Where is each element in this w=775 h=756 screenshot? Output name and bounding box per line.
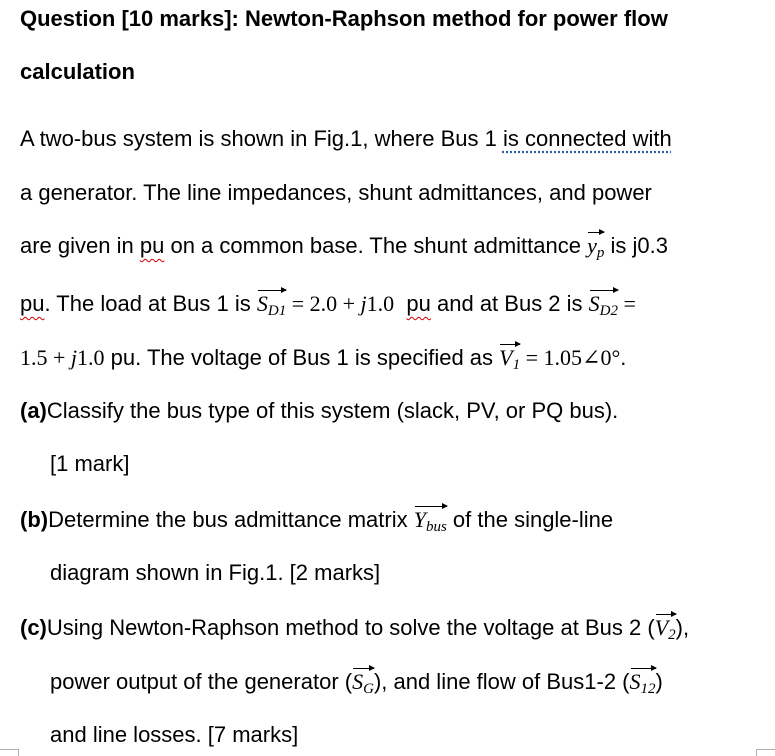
- math-subscript: p: [596, 245, 605, 261]
- intro-line-2: a generator. The line impedances, shunt admittances, and power: [20, 180, 652, 205]
- math-text: 1.0: [77, 345, 105, 370]
- intro-line-4: [20, 293, 636, 319]
- math-symbol: j: [70, 345, 78, 370]
- page-corner-mark-left: [0, 749, 19, 756]
- math-subscript: G: [363, 681, 374, 697]
- math-symbol: y: [587, 233, 597, 258]
- page-corner-mark-right: [756, 749, 775, 756]
- vector-s-12: [630, 671, 656, 697]
- part-c-text: ), and line flow of Bus1-2 (: [373, 669, 630, 694]
- part-b-label: (b): [20, 507, 49, 532]
- question-title-line-1: Question [10 marks]: Newton-Raphson method for power flow: [20, 6, 668, 31]
- math-subscript: bus: [425, 519, 447, 535]
- part-c-text: power output of the generator (: [50, 669, 353, 694]
- math-text: = 1.05∠0°: [520, 345, 621, 370]
- math-symbol: V: [499, 345, 513, 370]
- math-subscript: 12: [640, 681, 656, 697]
- part-c-line-2: [50, 671, 663, 697]
- spellcheck-word-pu: pu: [20, 291, 45, 316]
- part-b-text: Determine the bus admittance matrix: [48, 507, 414, 532]
- math-symbol: j: [360, 291, 367, 316]
- part-c-text: ),: [675, 615, 690, 640]
- math-subscript: 2: [668, 627, 676, 643]
- math-text: =: [618, 291, 636, 316]
- intro-text: pu. The voltage of Bus 1 is specified as: [104, 345, 500, 370]
- intro-text: A two-bus system is shown in Fig.1, where Bus 1: [20, 126, 503, 151]
- math-symbol: V: [654, 615, 669, 640]
- intro-text: . The load at Bus 1 is: [44, 291, 257, 316]
- part-a-text: Classify the bus type of this system (slack, PV, or PQ bus).: [46, 398, 619, 423]
- part-b-text: of the single-line: [446, 507, 614, 532]
- vector-v1: [499, 347, 520, 373]
- intro-text: on a common base. The shunt admittance: [164, 233, 588, 258]
- question-title-line-2: calculation: [20, 59, 135, 84]
- part-c-label: (c): [20, 615, 47, 640]
- math-subscript: D2: [599, 303, 618, 319]
- part-a-line-1: [20, 400, 618, 422]
- math-symbol: S: [256, 291, 268, 316]
- intro-line-1: [20, 128, 672, 150]
- spellcheck-word-pu: pu: [406, 291, 431, 316]
- intro-line-3: [20, 235, 668, 261]
- dotted-underlined-text: is connected with: [502, 126, 672, 151]
- part-a-marks: [1 mark]: [50, 451, 130, 476]
- vector-y-p: [587, 235, 604, 261]
- part-a-label: (a): [20, 398, 47, 423]
- vector-y-bus: [414, 509, 447, 535]
- intro-text: and at Bus 2 is: [430, 291, 589, 316]
- part-c-line-3: and line losses. [7 marks]: [50, 722, 299, 747]
- vector-v2: [655, 617, 676, 643]
- part-c-line-1: [20, 617, 689, 643]
- math-subscript: D1: [267, 303, 287, 319]
- math-text: 1.5 +: [20, 345, 71, 370]
- spellcheck-word-pu: pu: [139, 233, 165, 258]
- math-symbol: S: [588, 291, 600, 316]
- math-symbol: S: [629, 669, 641, 694]
- intro-text: are given in: [20, 233, 140, 258]
- vector-s-g: [352, 671, 374, 697]
- intro-line-5: [20, 347, 626, 373]
- part-b-line-2: diagram shown in Fig.1. [2 marks]: [50, 560, 381, 585]
- math-subscript: 1: [512, 357, 521, 373]
- math-text: = 2.0 +: [286, 291, 361, 316]
- vector-s-d1: [257, 293, 286, 319]
- intro-text: .: [620, 345, 627, 370]
- vector-s-d2: [589, 293, 618, 319]
- part-c-text: Using Newton-Raphson method to solve the voltage at Bus 2 (: [46, 615, 655, 640]
- part-b-line-1: [20, 509, 613, 535]
- part-c-text: ): [655, 669, 663, 694]
- math-symbol: S: [352, 669, 364, 694]
- math-symbol: Y: [413, 507, 426, 532]
- math-text: 1.0: [366, 291, 395, 316]
- intro-text: is j0.3: [604, 233, 668, 258]
